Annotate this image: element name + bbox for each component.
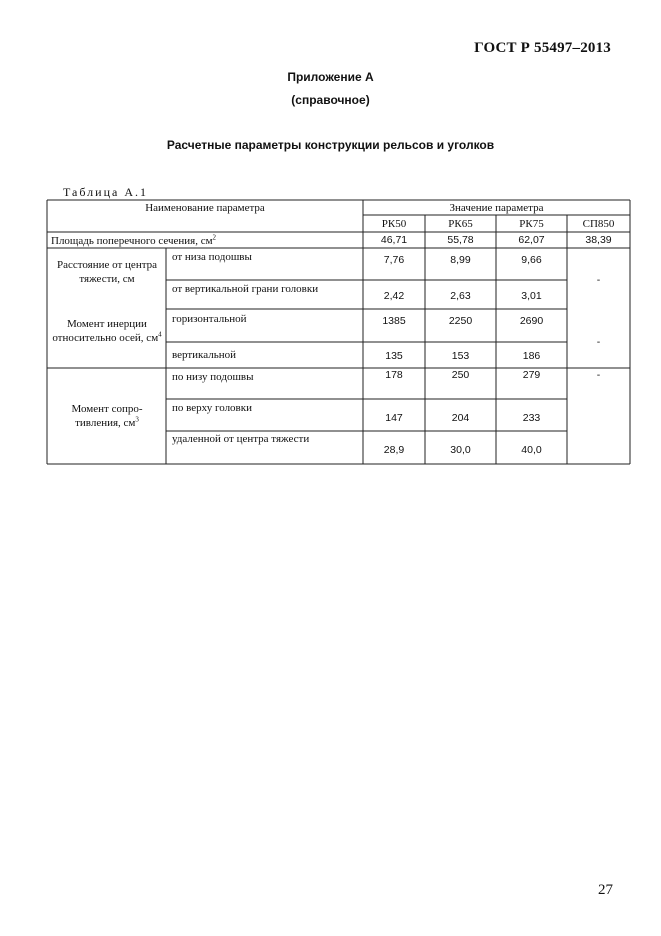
- distance-bottom-rk50: 7,76: [383, 254, 405, 266]
- area-label: Площадь поперечного сечения, $см^2$: [51, 233, 217, 247]
- distance-bottom-rk65: 8,99: [450, 254, 471, 266]
- inertia-horizontal-rk75: 2690: [519, 315, 544, 327]
- distance-group-label: Расстояние от центра тяжести, см: [56, 259, 158, 285]
- column-header-rk50: РК50: [381, 218, 407, 230]
- inertia-group-label: Момент инерции относительно осей, $см^4$: [52, 318, 162, 344]
- table-label: Таблица А.1: [63, 185, 148, 199]
- distance-row-bottom-label: от низа подошвы: [172, 251, 252, 263]
- inertia-vertical-rk65: 153: [451, 350, 470, 362]
- resistance-bottom-rk50: 178: [385, 369, 403, 381]
- inertia-vertical-rk50: 135: [385, 350, 403, 362]
- distance-row-vertical-label: от вертикальной грани головки: [172, 283, 319, 295]
- resistance-bottom-rk65: 250: [451, 369, 470, 381]
- column-header-values: Значение параметра: [449, 202, 544, 214]
- resistance-sp850: -: [596, 369, 601, 381]
- area-value-rk65: 55,78: [447, 234, 474, 246]
- document-code: ГОСТ Р 55497–2013: [474, 40, 611, 56]
- column-header-rk65: РК65: [448, 218, 473, 230]
- distance-bottom-rk75: 9,66: [521, 254, 542, 266]
- resistance-remote-rk65: 30,0: [450, 444, 471, 456]
- inertia-row-horizontal-label: горизонтальной: [172, 313, 247, 325]
- distance-sp850: -: [596, 274, 601, 286]
- column-header-sp850: СП850: [582, 218, 615, 230]
- resistance-row-remote-label: удаленной от центра тяжести: [172, 433, 310, 445]
- column-header-parameter: Наименование параметра: [145, 202, 265, 214]
- inertia-horizontal-rk50: 1385: [382, 315, 406, 327]
- document-title: Расчетные параметры конструкции рельсов и уголков: [166, 138, 495, 152]
- resistance-top-rk50: 147: [385, 412, 403, 424]
- resistance-row-top-label: по верху головки: [172, 402, 252, 414]
- area-value-rk50: 46,71: [380, 234, 408, 246]
- resistance-bottom-rk75: 279: [522, 369, 541, 381]
- column-header-rk75: РК75: [519, 218, 544, 230]
- area-value-sp850: 38,39: [585, 234, 612, 246]
- resistance-top-rk65: 204: [451, 412, 470, 424]
- page-number: 27: [598, 882, 613, 898]
- distance-vertical-rk75: 3,01: [521, 290, 542, 302]
- inertia-vertical-rk75: 186: [522, 350, 541, 362]
- resistance-remote-rk50: 28,9: [383, 444, 405, 456]
- resistance-remote-rk75: 40,0: [521, 444, 542, 456]
- resistance-group-label: Момент сопро-тивления, $см^3$: [71, 403, 143, 429]
- distance-vertical-rk65: 2,63: [450, 290, 471, 302]
- resistance-top-rk75: 233: [522, 412, 541, 424]
- inertia-sp850: -: [596, 336, 601, 348]
- distance-vertical-rk50: 2,42: [383, 290, 405, 302]
- inertia-row-vertical-label: вертикальной: [172, 349, 236, 361]
- inertia-horizontal-rk65: 2250: [448, 315, 473, 327]
- appendix-heading: Приложение А: [287, 70, 374, 84]
- area-value-rk75: 62,07: [518, 234, 545, 246]
- resistance-row-bottom-label: по низу подошвы: [172, 371, 254, 383]
- appendix-type: (справочное): [291, 93, 370, 107]
